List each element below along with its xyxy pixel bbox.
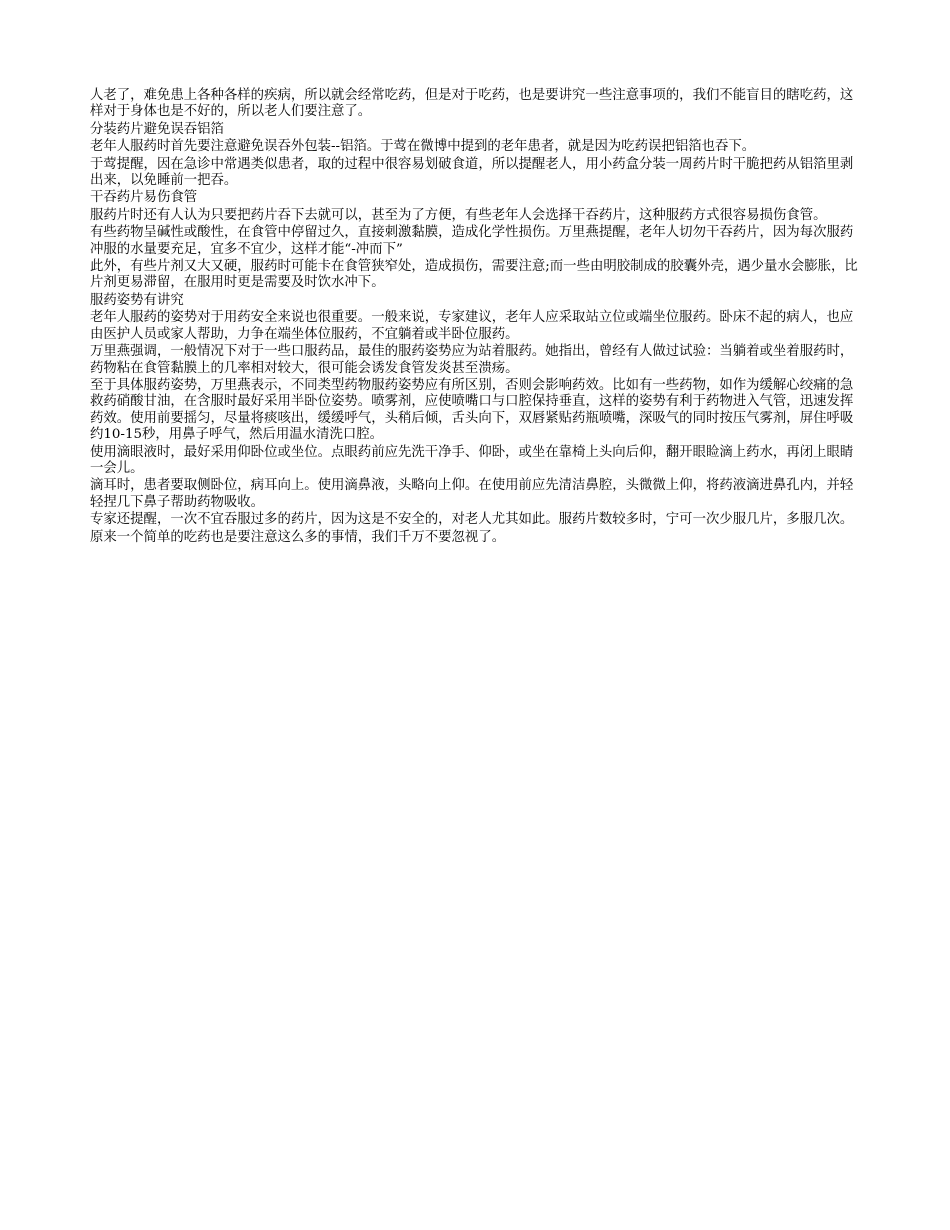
paragraph: 此外，有些片剂又大又硬，服药时可能卡在食管狭窄处，造成损伤，需要注意;而一些由明胶制成的胶囊外壳，遇少量水会膨胀，比片剂更易滞留，在服用时更是需要及时饮水冲下。 [90, 259, 858, 291]
paragraph: 老年人服药时首先要注意避免误吞外包装--铝箔。于莺在微博中提到的老年患者，就是因为吃药误把铝箔也吞下。 [90, 139, 756, 155]
paragraph: 有些药物呈碱性或酸性，在食管中停留过久，直接刺激黏膜，造成化学性损伤。万里燕提醒，老年人切勿干吞药片，因为每次服药冲服的水量要充足，宜多不宜少，这样才能“-冲而下” [90, 225, 854, 257]
paragraph: 至于具体服药姿势，万里燕表示，不同类型药物服药姿势应有所区别，否则会影响药效。比如有一些药物，如作为缓解心绞痛的急救药硝酸甘油，在含服时最好采用半卧位姿势。喷雾剂，应使喷嘴口与口腔保持垂直，这样的姿势有利于药物进入气管，迅速发挥药效。使用前要摇匀，尽量将痰咳出，缓缓呼气，头稍后倾，舌头向下，双唇紧贴药瓶喷嘴，深吸气的同时按压气雾剂，屏住呼吸约10-15秒，用鼻子呼气，然后用温水清洗口腔。 [90, 377, 854, 443]
paragraph: 于莺提醒，因在急诊中常遇类似患者，取的过程中很容易划破食道，所以提醒老人，用小药盒分装一周药片时干脆把药从铝箔里剥出来，以免睡前一把吞。 [90, 156, 854, 189]
paragraph: 老年人服药的姿势对于用药安全来说也很重要。一般来说，专家建议，老年人应采取站立位或端坐位服药。卧床不起的病人，也应由医护人员或家人帮助，力争在端坐体位服药，不宜躺着或半卧位服药。 [90, 310, 854, 342]
paragraph: 万里燕强调，一般情况下对于一些口服药品，最佳的服药姿势应为站着服药。她指出，曾经有人做过试验：当躺着或坐着服药时，药物粘在食管黏膜上的几率相对较大，很可能会诱发食管发炎甚至溃疡。 [90, 344, 854, 376]
paragraph: 专家还提醒，一次不宜吞服过多的药片，因为这是不安全的，对老人尤其如此。服药片数较多时，宁可一次少服几片，多服几次。 [90, 512, 854, 528]
article-body [90, 88, 866, 546]
closing-paragraph: 原来一个简单的吃药也是要注意这么多的事情，我们千万不要忽视了。 [90, 529, 506, 545]
intro-paragraph: 人老了，难免患上各种各样的疾病，所以就会经常吃药，但是对于吃药，也是要讲究一些注意事项的，我们不能盲目的瞎吃药，这样对于身体也是不好的，所以老人们要注意了。 [90, 88, 854, 120]
paragraph: 使用滴眼液时，最好采用仰卧位或坐位。点眼药前应先洗干净手、仰卧，或坐在靠椅上头向后仰，翻开眼睑滴上药水，再闭上眼睛一会儿。 [90, 444, 854, 476]
section-heading-foil: 分装药片避免误吞铝箔 [90, 121, 224, 137]
paragraph: 服药片时还有人认为只要把药片吞下去就可以，甚至为了方便，有些老年人会选择干吞药片，这种服药方式很容易损伤食管。 [90, 207, 827, 223]
paragraph: 滴耳时，患者要取侧卧位，病耳向上。使用滴鼻液，头略向上仰。在使用前应先清洁鼻腔，头微微上仰，将药液滴进鼻孔内，并轻轻捏几下鼻子帮助药物吸收。 [90, 478, 854, 510]
section-heading-posture: 服药姿势有讲究 [90, 292, 184, 308]
section-heading-dry-swallow: 干吞药片易伤食管 [90, 190, 198, 206]
